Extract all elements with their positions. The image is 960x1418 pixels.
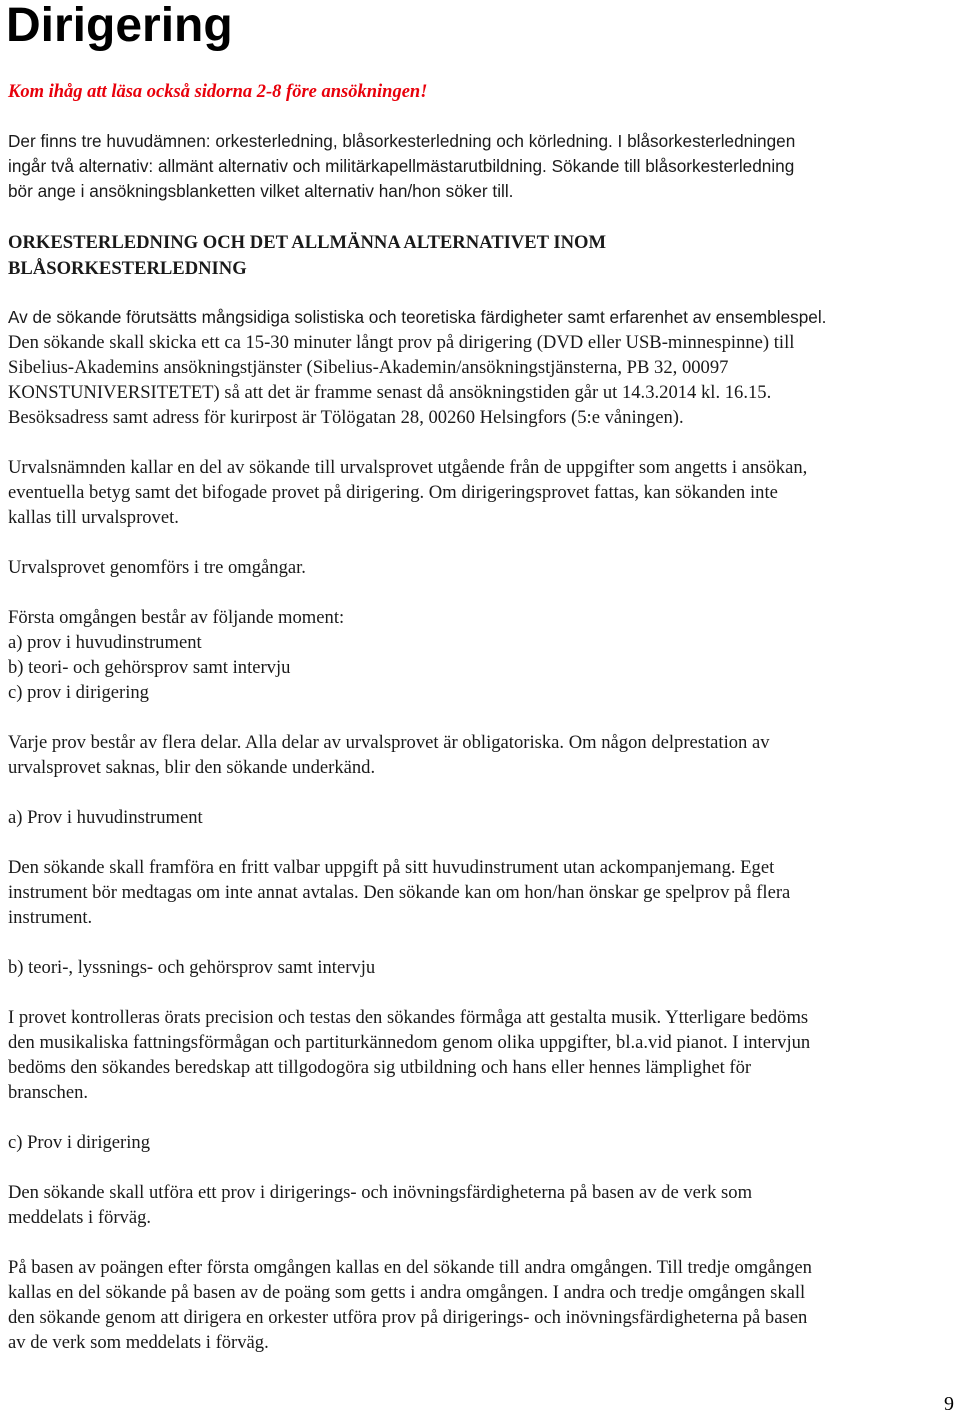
subsection-a-line: instrument bör medtagas om inte annat avtalas. Den sökande kan om hon/han önskar ge spelprov på flera	[8, 882, 791, 903]
selection-paragraph	[8, 455, 958, 530]
subsection-heading-a: a) Prov i huvudinstrument	[8, 807, 203, 828]
obligatory-paragraph	[8, 730, 958, 780]
later-rounds-line: På basen av poängen efter första omgången kallas en del sökande till andra omgången. Till tredje omgången	[8, 1257, 812, 1278]
obligatory-line: urvalsprovet saknas, blir den sökande underkänd.	[8, 757, 376, 778]
first-round-list	[8, 605, 958, 705]
list-item: a) prov i huvudinstrument	[8, 632, 202, 653]
section-heading-line: ORKESTERLEDNING OCH DET ALLMÄNNA ALTERNATIVET INOM	[8, 232, 607, 253]
later-rounds-paragraph	[8, 1255, 958, 1355]
submission-line: Sibelius-Akademins ansökningstjänster (Sibelius-Akademin/ansökningstjänsterna, PB 32, 00097	[8, 357, 729, 378]
subsection-a-paragraph	[8, 855, 958, 930]
section-heading	[8, 230, 958, 282]
subsection-c-line: meddelats i förväg.	[8, 1207, 152, 1228]
subsection-b-line: den musikaliska fattningsförmågan och partiturkännedom genom olika uppgifter, bl.a.vid pianot. I intervjun	[8, 1032, 811, 1053]
selection-line: kallas till urvalsprovet.	[8, 507, 179, 528]
intro-paragraph	[8, 129, 958, 204]
page-number: 9	[944, 1393, 954, 1415]
intro-line: bör ange i ansökningsblanketten vilket alternativ han/hon söker till.	[8, 181, 514, 201]
obligatory-line: Varje prov består av flera delar. Alla delar av urvalsprovet är obligatoriska. Om någon delprestation av	[8, 732, 770, 753]
subsection-a-line: instrument.	[8, 907, 93, 928]
subsection-b-line: I provet kontrolleras örats precision och testas den sökandes förmåga att gestalta musik. Ytterligare bedöms	[8, 1007, 809, 1028]
intro-line: ingår två alternativ: allmänt alternativ och militärkapellmästarutbildning. Sökande till blåsorkesterledning	[8, 156, 795, 176]
requirements-line: Av de sökande förutsätts mångsidiga solistiska och teoretiska färdigheter samt erfarenhet av ensemblespel.	[8, 307, 827, 327]
later-rounds-line: av de verk som meddelats i förväg.	[8, 1332, 269, 1353]
submission-line: Besöksadress samt adress för kurirpost är Tölögatan 28, 00260 Helsingfors (5:e våningen).	[8, 407, 684, 428]
subsection-c-line: Den sökande skall utföra ett prov i dirigerings- och inövningsfärdigheterna på basen av de verk som	[8, 1182, 753, 1203]
section-heading-line: BLÅSORKESTERLEDNING	[8, 258, 247, 279]
first-round-intro: Första omgången består av följande moment:	[8, 607, 345, 628]
submission-line: Den sökande skall skicka ett ca 15-30 minuter långt prov på dirigering (DVD eller USB-minnespinne) till	[8, 332, 795, 353]
list-item: c) prov i dirigering	[8, 682, 149, 703]
subsection-a-line: Den sökande skall framföra en fritt valbar uppgift på sitt huvudinstrument utan ackompanjemang. Eget	[8, 857, 775, 878]
intro-line: Der finns tre huvudämnen: orkesterledning, blåsorkesterledning och körledning. I blåsorkesterledningen	[8, 131, 796, 151]
selection-line: Urvalsnämnden kallar en del av sökande till urvalsprovet utgående från de uppgifter som angetts i ansökan,	[8, 457, 808, 478]
selection-line: eventuella betyg samt det bifogade provet på dirigering. Om dirigeringsprovet fattas, kan sökanden inte	[8, 482, 778, 503]
subsection-heading-b: b) teori-, lyssnings- och gehörsprov samt intervju	[8, 957, 376, 978]
rounds-statement: Urvalsprovet genomförs i tre omgångar.	[8, 557, 306, 578]
page-title: Dirigering	[6, 0, 233, 52]
subsection-heading-c: c) Prov i dirigering	[8, 1132, 151, 1153]
submission-line: KONSTUNIVERSITETET) så att det är framme senast då ansökningstiden går ut 14.3.2014 kl. 16.15.	[8, 382, 772, 403]
subsection-b-line: bedöms den sökandes beredskap att tillgodogöra sig utbildning och hans eller hennes lämplighet för	[8, 1057, 752, 1078]
subsection-c-paragraph	[8, 1180, 958, 1230]
subsection-b-line: branschen.	[8, 1082, 89, 1103]
later-rounds-line: kallas en del sökande på basen av de poäng som getts i andra omgången. I andra och tredje omgången skall	[8, 1282, 806, 1303]
later-rounds-line: den sökande genom att dirigera en orkester utföra prov på dirigerings- och inövningsfärdigheterna på basen	[8, 1307, 808, 1328]
reminder-note: Kom ihåg att läsa också sidorna 2-8 före ansökningen!	[8, 82, 428, 102]
submission-paragraph	[8, 330, 958, 430]
list-item: b) teori- och gehörsprov samt intervju	[8, 657, 291, 678]
subsection-b-paragraph	[8, 1005, 958, 1105]
